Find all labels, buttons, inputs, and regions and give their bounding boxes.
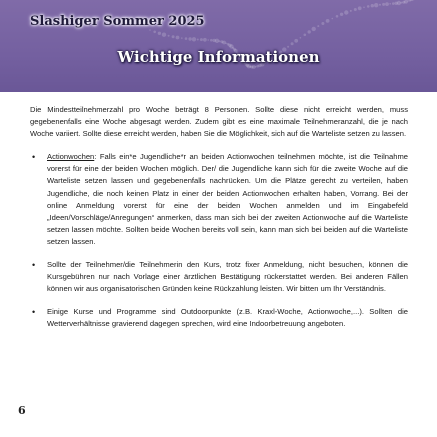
header-banner (0, 0, 437, 92)
item-text: Sollte der Teilnehmer/die Teilnehmerin den Kurs, trotz fixer Anmeldung, nicht besuchen, können die Kursgebühren nur nach Vorlage einer ärztlichen Bestätigung rückerstattet werden. Bei anderen Fällen können wir aus organisatorischen Gründen keine Rückzahlung leisten. Wir bitten um Ihr Verständnis. (47, 260, 408, 294)
intro-paragraph: Die Mindestteilnehmerzahl pro Woche beträgt 8 Personen. Sollte diese nicht erreicht werden, muss gegebenenfalls eine Woche abgesagt werden. Zudem gibt es eine maximale Teilnehmeranzahl, die je nach Woche variiert. Sollte diese erreicht werden, haben Sie die Möglichkeit, sich auf die Warteliste setzen zu lassen. (30, 105, 408, 139)
page-number: 6 (18, 404, 26, 417)
item-text: Einige Kurse und Programme sind Outdoorpunkte (z.B. Kraxl-Woche, Actionwoche,...). Sollten die Wetterverhältnisse gravierend dagegen sprechen, wird eine Indoorbetreuung angeboten. (47, 307, 408, 329)
list-item (30, 151, 408, 248)
page-heading: Wichtige Informationen (117, 48, 320, 66)
list-item (30, 259, 408, 295)
series-title: Slashiger Sommer 2025 (30, 14, 205, 29)
info-list (30, 151, 408, 330)
item-text: : Falls ein*e Jugendliche*r an beiden Actionwochen teilnehmen möchte, ist die Teilnahme vorerst für eine der beiden Wochen möglich. Der/ die Jugendliche kann sich für die zweite Woche auf die Warteliste setzen lassen und gegebenenfalls nachrücken. Um die Plätze gerecht zu verteilen, haben Jugendliche, die noch keinen Platz in einer der beiden Actionwochen erhalten haben, Vorrang. Bei der online Anmeldung vorerst für eine der beiden Wochen anmelden und im Eingabefeld „Ideen/Vorschläge/Anregungen“ anmerken, dass man sich bei der zweiten Actionwoche auf die Warteliste setzen lassen möchte. Sollten beide Wochen bereits voll sein, kann man sich bei beiden auf die Warteliste setzen lassen. (47, 152, 408, 246)
bullet-symbol: • (32, 260, 36, 271)
list-item (30, 306, 408, 330)
bullet-symbol: • (32, 152, 36, 163)
info-text (30, 104, 408, 342)
bullet-symbol: • (32, 307, 36, 318)
item-lead: Actionwochen (47, 152, 95, 162)
